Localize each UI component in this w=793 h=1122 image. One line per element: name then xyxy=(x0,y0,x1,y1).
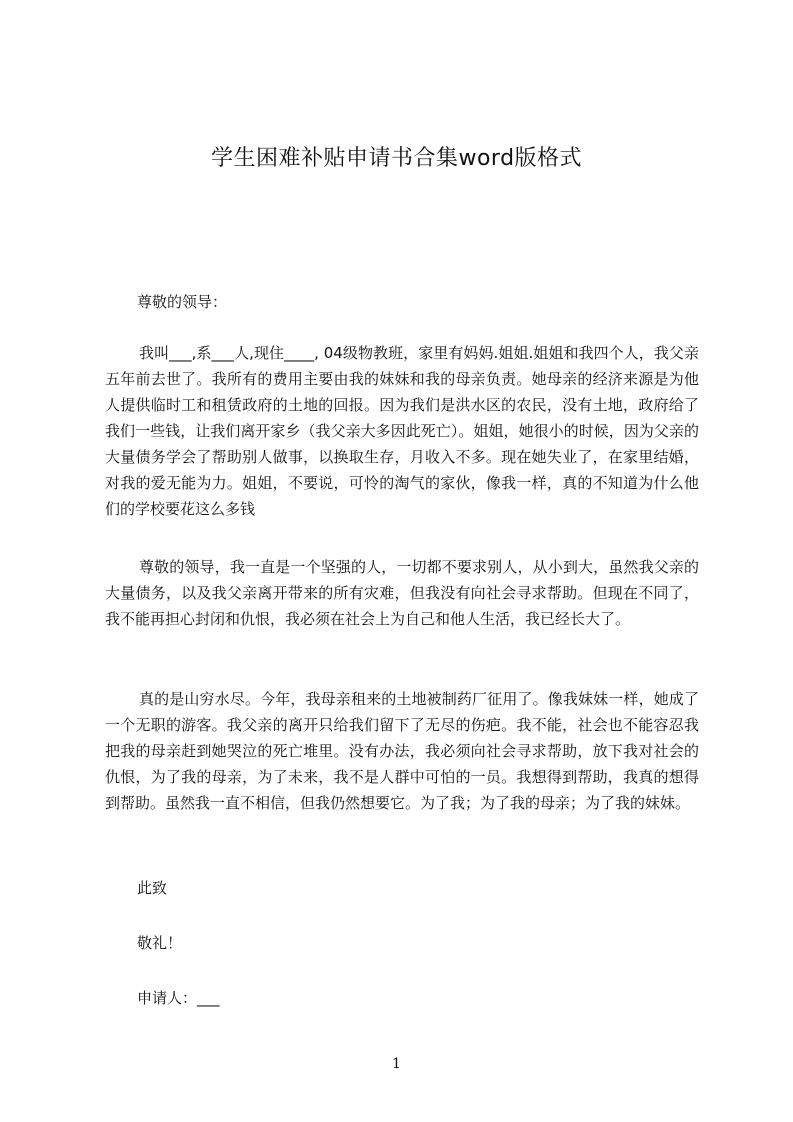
salutation: 尊敬的领导： xyxy=(137,293,228,311)
page-number: 1 xyxy=(392,1056,401,1072)
body-paragraph-2: 尊敬的领导，我一直是一个坚强的人，一切都不要求别人，从小到大，虽然我父亲的大量债务，以及我父亲离开带来的所有灾难，但我没有向社会寻求帮助。但现在不同了，我不能再担心封闭和仇恨，我必须在社会上为自己和他人生活，我已经长大了。 xyxy=(105,558,699,628)
page-title: 学生困难补贴申请书合集word版格式 xyxy=(210,146,583,171)
body-paragraph-3: 真的是山穷水尽。今年，我母亲租来的土地被制药厂征用了。像我妹妹一样，她成了一个无职的游客。我父亲的离开只给我们留下了无尽的伤疤。我不能，社会也不能容忍我把我的母亲赶到她哭泣的死亡堆里。没有办法，我必须向社会寻求帮助，放下我对社会的仇恨，为了我的母亲，为了未来，我不是人群中可怕的一员。我想得到帮助，我真的想得到帮助。虽然我一直不相信，但我仍然想要它。为了我；为了我的母亲；为了我的妹妹。 xyxy=(105,690,699,812)
closing-salute: 敬礼！ xyxy=(137,934,183,952)
body-paragraph-1: 我叫___,系___人,现住____, 04级物教班，家里有妈妈.姐姐.姐姐和我四个人，我父亲五年前去世了。我所有的费用主要由我的妹妹和我的母亲负责。她母亲的经济来源是为他人提供临时工和租赁政府的土地的回报。因为我们是洪水区的农民，没有土地，政府给了我们一些钱，让我们离开家乡（我父亲大多因此死亡）。姐姐，她很小的时候，因为父亲的大量债务学会了帮助别人做事，以换取生存，月收入不多。现在她失业了，在家里结婚，对我的爱无能为力。姐姐，不要说，可怜的淘气的家伙，像我一样，真的不知道为什么他们的学校要花这么多钱 xyxy=(105,344,699,518)
applicant-signature: 申请人：___ xyxy=(137,989,220,1007)
closing-regards: 此致 xyxy=(137,879,168,897)
